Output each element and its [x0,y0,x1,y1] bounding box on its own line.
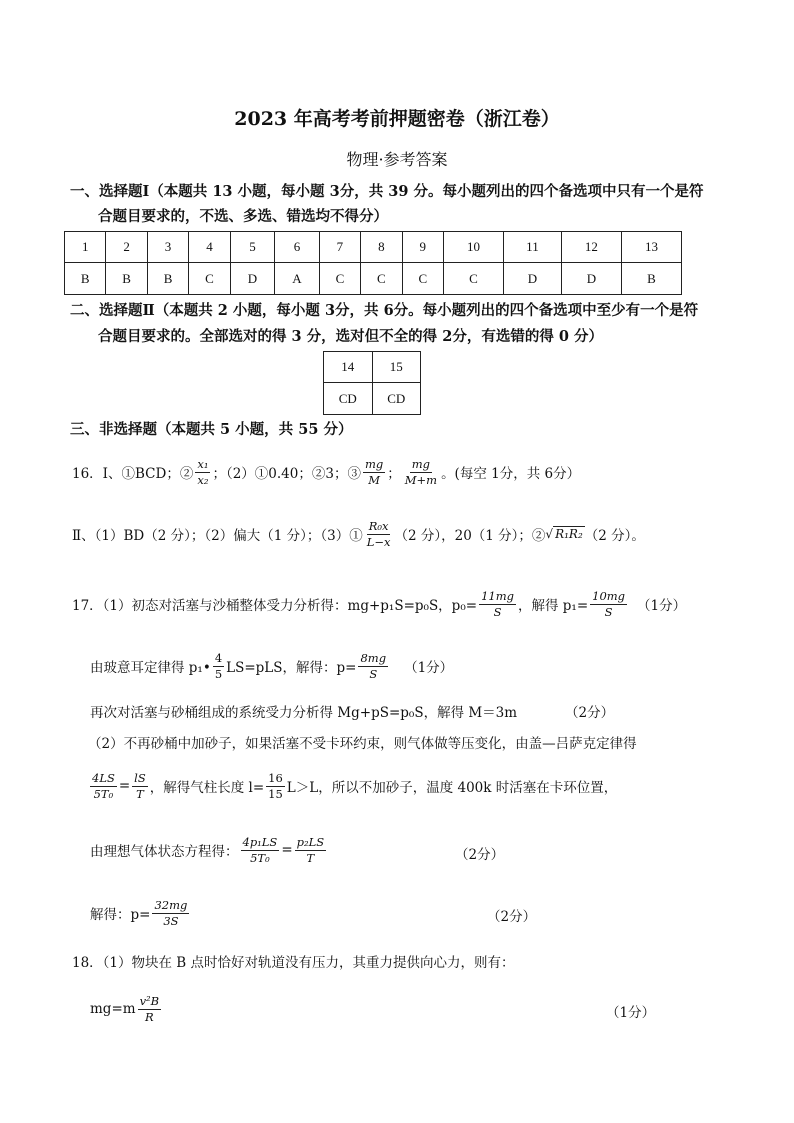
sqrt-radicand: R₁R₂ [555,527,583,541]
fraction-den: 3S [163,913,179,928]
question-number-cell: 7 [319,232,360,263]
equals-sign: = [281,842,293,858]
q17-l6-text-a: 由理想气体状态方程得： [90,844,239,860]
question-number-cell: 12 [561,232,621,263]
fraction-den: S [604,604,613,619]
fraction-num: 4p₁LS [242,834,278,849]
question-number-cell: 1 [65,232,106,263]
section2-answer-table [323,351,421,415]
q16-p2-text-a: Ⅱ、（1）BD（2 分）；（2）偏大（1 分）；（3）① [72,528,363,544]
fraction-den: S [493,604,502,619]
section1-heading-line2: 合题目要求的，不选、多选、错选均不得分） [98,208,388,225]
fraction-den: 5 [214,666,223,681]
q17-line2 [90,647,453,685]
fraction-den: M [368,472,380,487]
answer-cell: C [443,263,503,295]
fraction [241,835,280,866]
fraction-den: L−x [366,534,391,549]
fraction-num: x₁ [197,456,209,471]
fraction-num: 8mg [360,650,387,665]
q17-line7-score: （2分） [487,909,537,925]
answer-cell: C [402,263,443,295]
q17-l2-text-b: LS=pLS，解得：p= [226,660,357,676]
fraction [295,835,327,866]
answer-cell: A [275,263,320,295]
question-number-cell: 6 [275,232,320,263]
q18-line2-score: （1分） [606,1005,656,1021]
q17-l1-text-a: 17．（1）初态对活塞与沙桶整体受力分析得：mg+p₁S=p₀S，p₀= [72,598,478,614]
fraction-num: 32mg [154,897,188,912]
q17-line5 [90,766,617,806]
fraction-den: R [145,1009,154,1024]
answer-cell: D [503,263,561,295]
fraction [213,651,224,682]
q17-l2-text-a: 由玻意耳定律得 p₁• [90,660,211,676]
q16-p2-text-b: （2 分），20（1 分）；② [394,528,546,544]
q17-l1-score: （1分） [637,598,687,614]
section3-heading: 三、非选择题（本题共 5 小题，共 55 分） [70,421,353,438]
fraction-num: v²B [139,993,160,1008]
fraction-den: M+m [404,472,438,487]
fraction [365,519,393,550]
answer-cell: C [319,263,360,295]
sqrt-expression: √ R₁R₂ [545,527,583,541]
fraction-den: 5T₀ [250,850,270,865]
q17-l5-text-a: ，解得气柱长度 l= [149,780,265,796]
fraction [132,771,148,802]
question-number-cell: 11 [503,232,561,263]
fraction [479,589,516,620]
fraction [403,457,439,488]
answer-cell: CD [372,383,421,415]
section1-heading-line1: 一、选择题Ⅰ（本题共 13 小题，每小题 3分，共 39 分。每小题列出的四个备选项中只有一个是符 [70,183,704,200]
q16-part1 [72,450,580,494]
fraction [138,994,162,1025]
q16-part2 [72,512,645,556]
page-title: 2023 年高考考前押题密卷（浙江卷） [234,108,560,130]
q17-line6-score: （2分） [455,847,505,863]
section1-answer-table [64,231,682,295]
question-number-cell: 14 [324,352,373,383]
q17-line4: （2）不再砂桶中加砂子，如果活塞不受卡环约束，则气体做等压变化，由盖—吕萨克定律得 [88,736,637,752]
answer-cell: C [361,263,402,295]
fraction-num: 16 [268,770,283,785]
q17-l2-score: （1分） [404,660,454,676]
q17-line6 [90,830,328,870]
fraction-den: 5T₀ [93,786,114,801]
q17-line1 [72,585,686,623]
section2-heading-line1: 二、选择题Ⅱ（本题共 2 小题，每小题 3分，共 6分。每小题列出的四个备选项中至少有一个是符 [70,302,699,319]
answer-cell: D [561,263,621,295]
fraction [590,589,627,620]
q17-line7 [90,893,191,933]
question-number-cell: 3 [147,232,188,263]
answer-cell: B [147,263,188,295]
question-number-cell: 10 [443,232,503,263]
answer-cell: B [65,263,106,295]
page-subtitle: 物理·参考答案 [346,150,448,169]
fraction-num: mg [364,456,384,471]
fraction-den: x₂ [197,472,209,487]
question-number-cell: 15 [372,352,421,383]
q16-p2-text-c: （2 分）。 [584,528,645,544]
q16-p1-text-a: 16．Ⅰ、①BCD；② [72,466,194,482]
question-number-cell: 9 [402,232,443,263]
q17-l7-text-a: 解得：p= [90,907,151,923]
q18-line2 [90,988,163,1030]
q16-p1-text-b: ；（2）①0.40；②3；③ [212,466,361,482]
q18-line1: 18．（1）物块在 B 点时恰好对轨道没有压力，其重力提供向心力，则有： [72,955,515,971]
fraction [195,457,210,488]
q17-l5-text-b: L＞L，所以不加砂子，温度 400k 时活塞在卡环位置， [286,780,618,796]
section2-heading-line2: 合题目要求的。全部选对的得 3 分，选对但不全的得 2分，有选错的得 0 分） [98,328,604,345]
fraction [266,771,285,802]
question-number-cell: 8 [361,232,402,263]
equals-sign: = [118,778,131,794]
fraction [90,771,117,802]
fraction-num: p₂LS [296,834,325,849]
fraction-num: R₀x [368,518,389,533]
q18-l2-text-a: mg=m [90,1001,136,1017]
q17-l1-text-b: ，解得 p₁= [517,598,589,614]
fraction-num: lS [134,770,146,785]
answer-cell: B [621,263,681,295]
q16-p1-text-c: ； [387,466,401,482]
question-number-cell: 13 [621,232,681,263]
fraction-num: 4LS [92,770,115,785]
question-number-cell: 2 [106,232,147,263]
fraction [363,457,385,488]
fraction-num: 10mg [592,588,626,603]
answer-cell: C [189,263,230,295]
q16-p1-text-d: 。(每空 1分，共 6分） [441,466,581,482]
fraction [358,651,388,682]
question-number-cell: 4 [189,232,230,263]
fraction-den: S [369,666,378,681]
answer-cell: B [106,263,147,295]
answer-cell: D [230,263,275,295]
fraction-num: 11mg [481,588,514,603]
fraction-den: T [136,786,144,801]
question-number-cell: 5 [230,232,275,263]
fraction-num: mg [411,456,431,471]
fraction-den: T [306,850,315,865]
q17-line3: 再次对活塞与砂桶组成的系统受力分析得 Mg+pS=p₀S，解得 M＝3m [90,705,518,721]
fraction-den: 15 [268,786,283,801]
q17-line3-score: （2分） [565,705,615,721]
fraction-num: 4 [214,650,223,665]
fraction [152,898,189,929]
answer-cell: CD [324,383,373,415]
